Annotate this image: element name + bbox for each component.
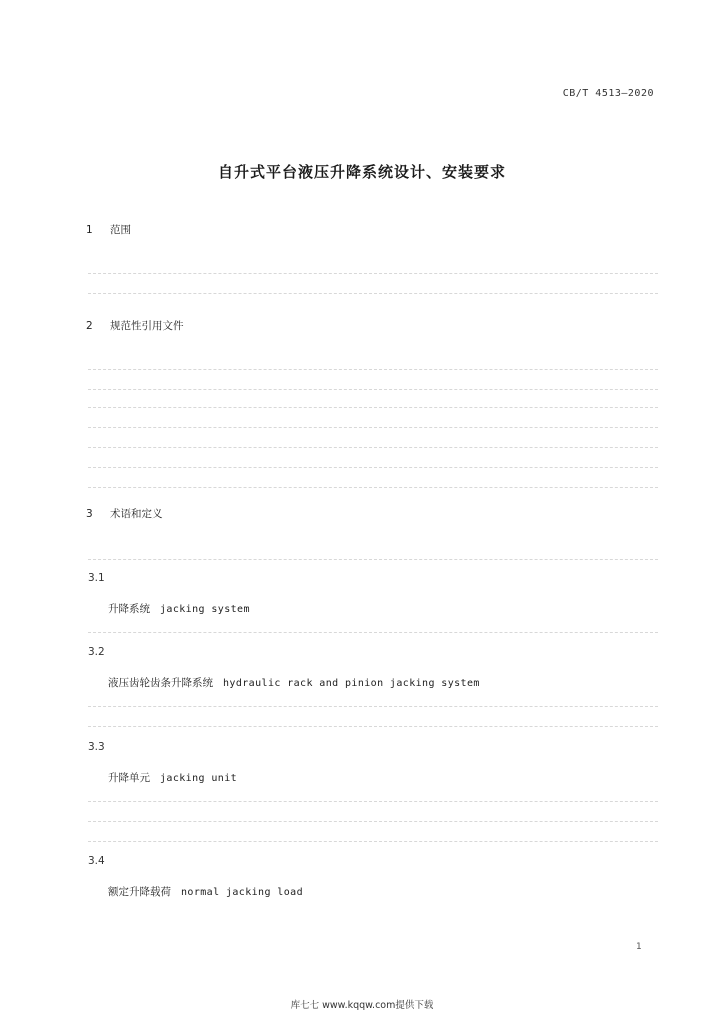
normative-references-paragraph: [88, 350, 658, 390]
section-title: 术语和定义: [110, 508, 163, 520]
definition-line: [88, 613, 658, 633]
term-number: 3.3: [88, 741, 105, 753]
term-number: 3.4: [88, 855, 105, 867]
scope-paragraph: [88, 254, 658, 294]
section-title: 范围: [110, 224, 131, 236]
terms-intro: [88, 540, 658, 560]
reference-list: [88, 388, 658, 488]
paragraph-line: [88, 254, 658, 274]
term-english: jacking unit: [160, 773, 238, 784]
term-english: jacking system: [160, 604, 250, 615]
term-chinese: 升降单元: [108, 772, 150, 784]
document-title: 自升式平台液压升降系统设计、安装要求: [217, 163, 506, 181]
section-3-heading: [86, 506, 163, 521]
section-2-heading: [86, 318, 184, 333]
definition-line: [88, 822, 658, 842]
download-watermark: 库七七 www.kqqw.com提供下载: [290, 1000, 434, 1011]
definition-line: [88, 707, 658, 727]
paragraph-line: [88, 370, 658, 390]
term-definition: [88, 782, 658, 842]
term-chinese: 液压齿轮齿条升降系统: [108, 677, 213, 689]
term-english: normal jacking load: [181, 887, 303, 898]
term-chinese: 升降系统: [108, 603, 150, 615]
reference-item: [88, 448, 658, 468]
section-number: 1: [86, 224, 93, 236]
term-english: hydraulic rack and pinion jacking system: [223, 678, 480, 689]
section-number: 2: [86, 320, 93, 332]
paragraph-line: [88, 540, 658, 560]
term-number: 3.2: [88, 646, 105, 658]
term-number: 3.1: [88, 572, 105, 584]
term-definition: [88, 613, 658, 633]
section-number: 3: [86, 508, 93, 520]
standard-code: CB/T 4513—2020: [562, 88, 654, 99]
page-number: 1: [636, 942, 642, 952]
section-1-heading: [86, 222, 131, 237]
paragraph-line: [88, 274, 658, 294]
reference-item: [88, 388, 658, 408]
term-heading: [108, 884, 303, 899]
definition-line: [88, 782, 658, 802]
term-chinese: 额定升降载荷: [108, 886, 171, 898]
reference-item: [88, 428, 658, 448]
reference-item: [88, 408, 658, 428]
paragraph-line: [88, 350, 658, 370]
definition-line: [88, 687, 658, 707]
definition-line: [88, 802, 658, 822]
reference-item: [88, 468, 658, 488]
term-definition: [88, 687, 658, 727]
section-title: 规范性引用文件: [110, 320, 184, 332]
